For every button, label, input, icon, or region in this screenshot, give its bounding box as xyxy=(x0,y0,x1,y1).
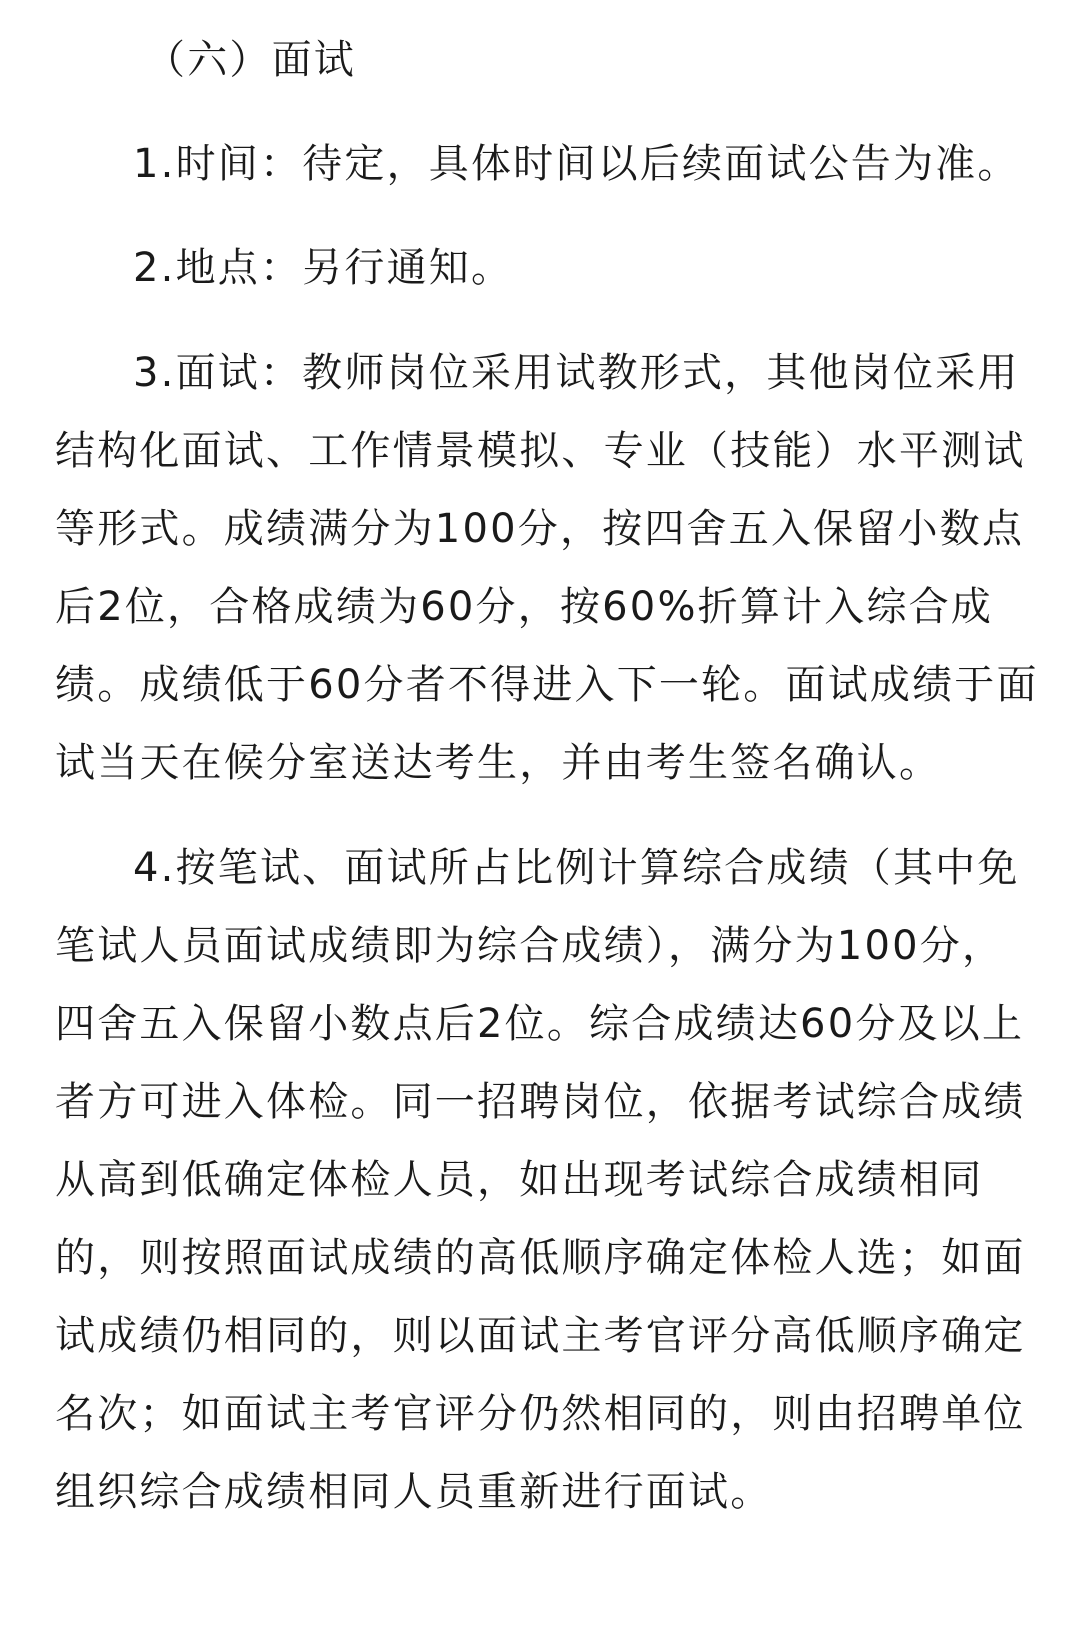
paragraph-line: 结构化面试、工作情景模拟、专业（技能）水平测试 xyxy=(55,428,1026,474)
paragraph-line: 后2位，合格成绩为60分，按60%折算计入综合成 xyxy=(55,584,994,630)
paragraph-line: 四舍五入保留小数点后2位。综合成绩达60分及以上 xyxy=(55,1001,1025,1047)
paragraph-line: 等形式。成绩满分为100分，按四舍五入保留小数点 xyxy=(55,506,1025,552)
paragraph-line: 3.面试：教师岗位采用试教形式，其他岗位采用 xyxy=(133,350,1020,396)
paragraph-line: 从高到低确定体检人员，如出现考试综合成绩相同 xyxy=(55,1157,984,1203)
paragraph-line: 笔试人员面试成绩即为综合成绩），满分为100分， xyxy=(55,923,1005,969)
paragraph-line: 4.按笔试、面试所占比例计算综合成绩（其中免 xyxy=(133,845,1020,891)
paragraph-line: 组织综合成绩相同人员重新进行面试。 xyxy=(55,1469,773,1515)
paragraph-line: 试当天在候分室送达考生，并由考生签名确认。 xyxy=(55,740,942,786)
paragraph-line: 的，则按照面试成绩的高低顺序确定体检人选；如面 xyxy=(55,1235,1026,1281)
paragraph-line: 2.地点：另行通知。 xyxy=(133,245,514,291)
section-heading: （六）面试 xyxy=(145,37,356,83)
paragraph-line: 试成绩仍相同的，则以面试主考官评分高低顺序确定 xyxy=(55,1313,1026,1359)
paragraph-line: 名次；如面试主考官评分仍然相同的，则由招聘单位 xyxy=(55,1391,1026,1437)
paragraph-line: 绩。成绩低于60分者不得进入下一轮。面试成绩于面 xyxy=(55,662,1039,708)
paragraph-line: 者方可进入体检。同一招聘岗位，依据考试综合成绩 xyxy=(55,1079,1026,1125)
paragraph-line: 1.时间：待定，具体时间以后续面试公告为准。 xyxy=(133,141,1020,187)
